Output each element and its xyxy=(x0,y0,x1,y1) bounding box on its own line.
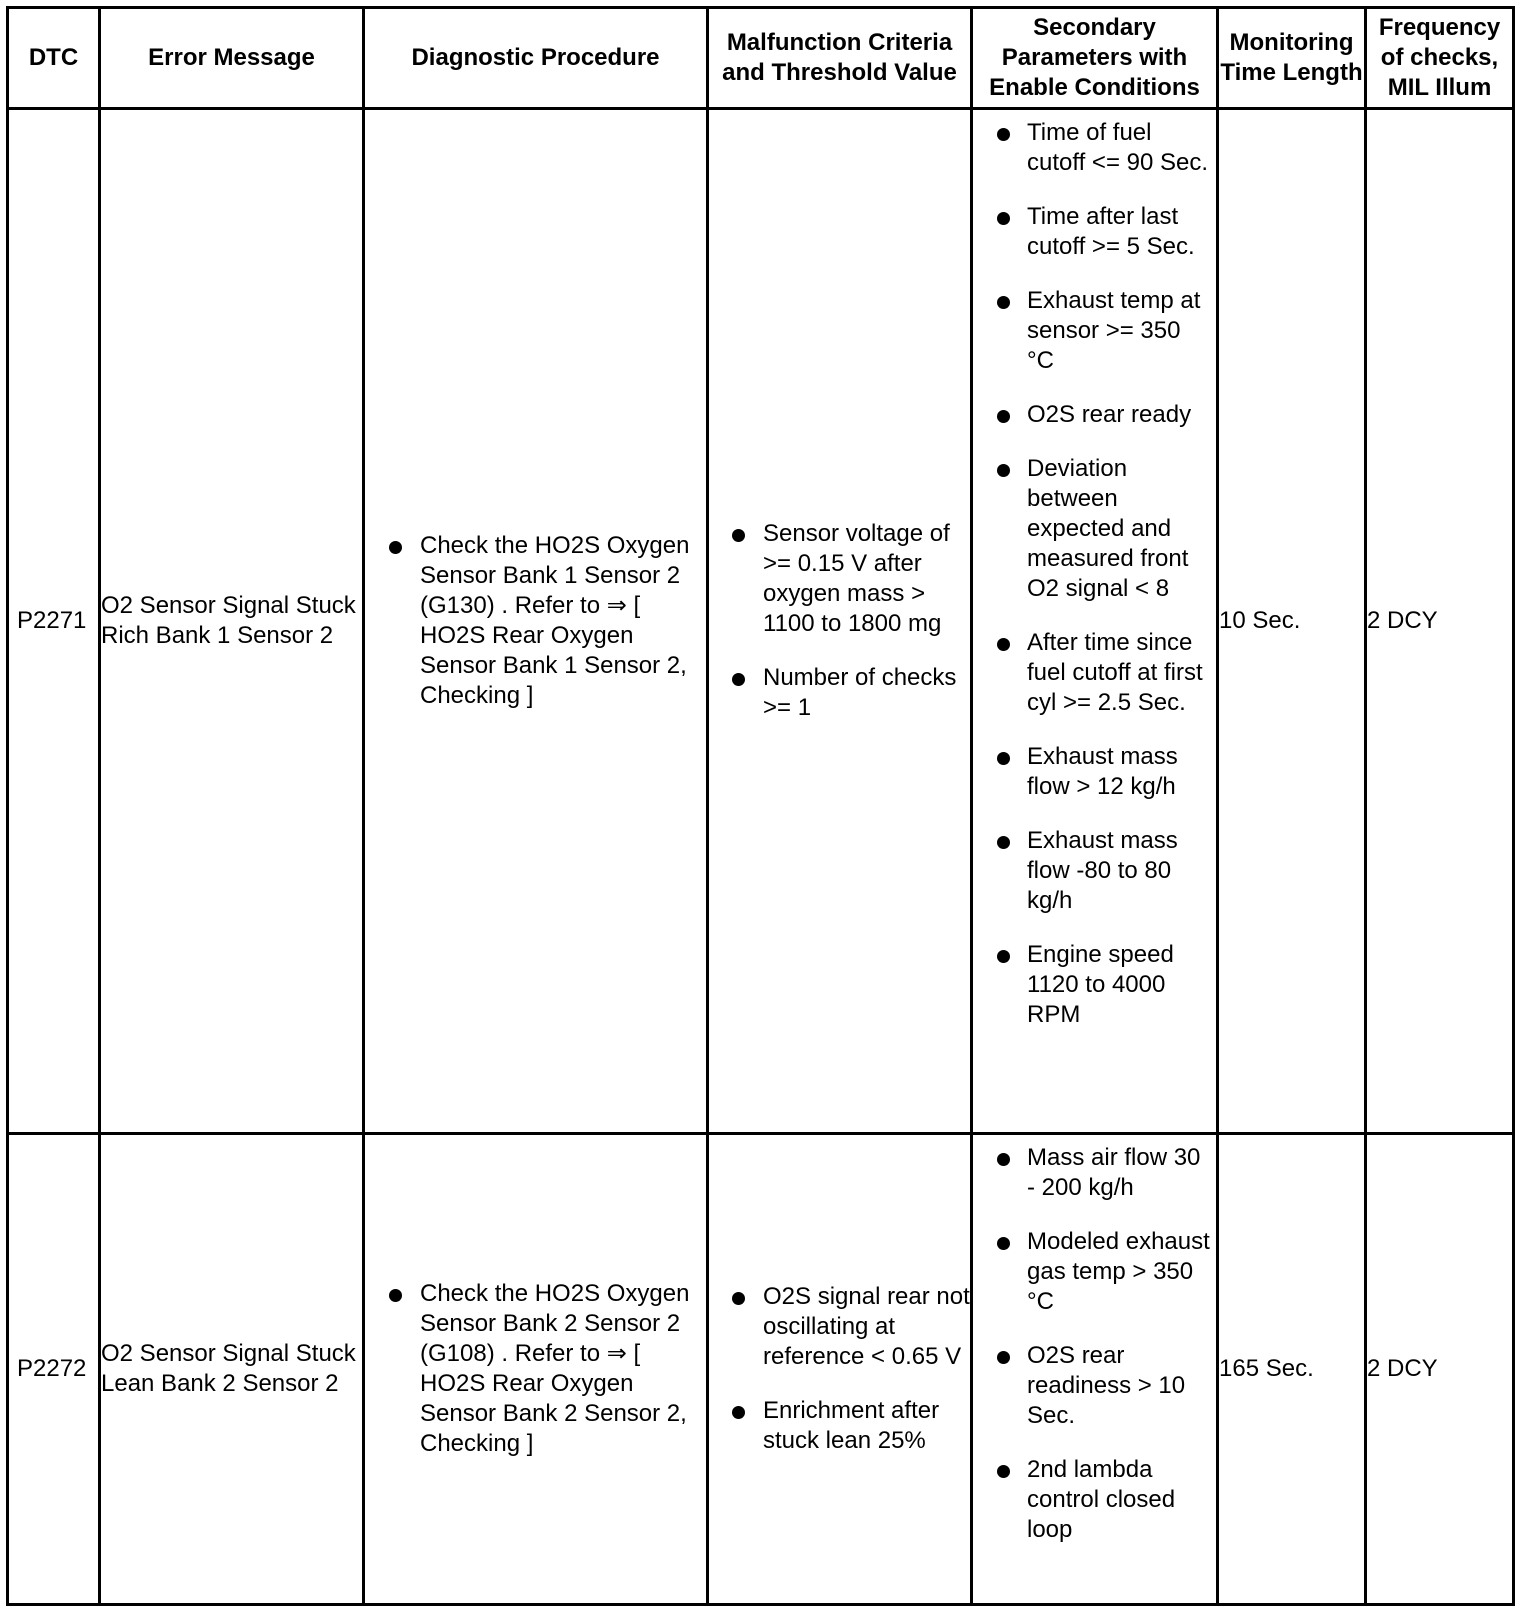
secondary-parameter-item: Engine speed 1120 to 4000 RPM xyxy=(973,940,1216,1030)
malfunction-criteria-item: Number of checks >= 1 xyxy=(709,663,970,723)
header-error-message: Error Message xyxy=(100,8,364,109)
secondary-parameter-item: After time since fuel cutoff at first cyl >= 2.5 Sec. xyxy=(973,628,1216,718)
frequency: 2 DCY xyxy=(1366,1134,1514,1605)
dtc-code: P2271 xyxy=(8,109,100,1134)
header-dtc: DTC xyxy=(8,8,100,109)
secondary-parameter-item: Exhaust temp at sensor >= 350 °C xyxy=(973,286,1216,376)
error-message: O2 Sensor Signal Stuck Lean Bank 2 Sensor 2 xyxy=(100,1134,364,1605)
monitoring-time: 165 Sec. xyxy=(1218,1134,1366,1605)
secondary-parameters-cell xyxy=(972,109,1218,1134)
diagnostic-procedure-item: Check the HO2S Oxygen Sensor Bank 2 Sensor 2 (G108) . Refer to ⇒ [ HO2S Rear Oxygen Sensor Bank 2 Sensor 2, Checking ] xyxy=(365,1279,706,1459)
header-diagnostic-procedure: Diagnostic Procedure xyxy=(364,8,708,109)
dtc-table xyxy=(6,6,1515,1606)
malfunction-criteria-cell xyxy=(708,109,972,1134)
secondary-parameter-item: O2S rear ready xyxy=(973,400,1216,430)
table-row xyxy=(8,109,1514,1134)
frequency: 2 DCY xyxy=(1366,109,1514,1134)
malfunction-criteria-item: Sensor voltage of >= 0.15 V after oxygen mass > 1100 to 1800 mg xyxy=(709,519,970,639)
secondary-parameter-item: Exhaust mass flow -80 to 80 kg/h xyxy=(973,826,1216,916)
secondary-parameter-item: O2S rear readiness > 10 Sec. xyxy=(973,1341,1216,1431)
table-row xyxy=(8,1134,1514,1605)
header-malfunction-criteria: Malfunction Criteria and Threshold Value xyxy=(708,8,972,109)
header-monitoring-time: Monitoring Time Length xyxy=(1218,8,1366,109)
malfunction-criteria-cell xyxy=(708,1134,972,1605)
diagnostic-procedure-item: Check the HO2S Oxygen Sensor Bank 1 Sensor 2 (G130) . Refer to ⇒ [ HO2S Rear Oxygen Sensor Bank 1 Sensor 2, Checking ] xyxy=(365,531,706,711)
secondary-parameter-item: 2nd lambda control closed loop xyxy=(973,1455,1216,1545)
secondary-parameters-cell xyxy=(972,1134,1218,1605)
secondary-parameter-item: Time of fuel cutoff <= 90 Sec. xyxy=(973,118,1216,178)
secondary-parameter-item: Modeled exhaust gas temp > 350 °C xyxy=(973,1227,1216,1317)
secondary-parameter-item: Exhaust mass flow > 12 kg/h xyxy=(973,742,1216,802)
malfunction-criteria-item: Enrichment after stuck lean 25% xyxy=(709,1396,970,1456)
monitoring-time: 10 Sec. xyxy=(1218,109,1366,1134)
secondary-parameter-item: Mass air flow 30 - 200 kg/h xyxy=(973,1143,1216,1203)
error-message: O2 Sensor Signal Stuck Rich Bank 1 Sensor 2 xyxy=(100,109,364,1134)
malfunction-criteria-item: O2S signal rear not oscillating at reference < 0.65 V xyxy=(709,1282,970,1372)
header-secondary-parameters: Secondary Parameters with Enable Conditions xyxy=(972,8,1218,109)
header-frequency: Frequency of checks, MIL Illum xyxy=(1366,8,1514,109)
secondary-parameter-item: Time after last cutoff >= 5 Sec. xyxy=(973,202,1216,262)
secondary-parameter-item: Deviation between expected and measured front O2 signal < 8 xyxy=(973,454,1216,604)
dtc-code: P2272 xyxy=(8,1134,100,1605)
header-row xyxy=(8,8,1514,109)
diagnostic-procedure-cell xyxy=(364,1134,708,1605)
diagnostic-procedure-cell xyxy=(364,109,708,1134)
